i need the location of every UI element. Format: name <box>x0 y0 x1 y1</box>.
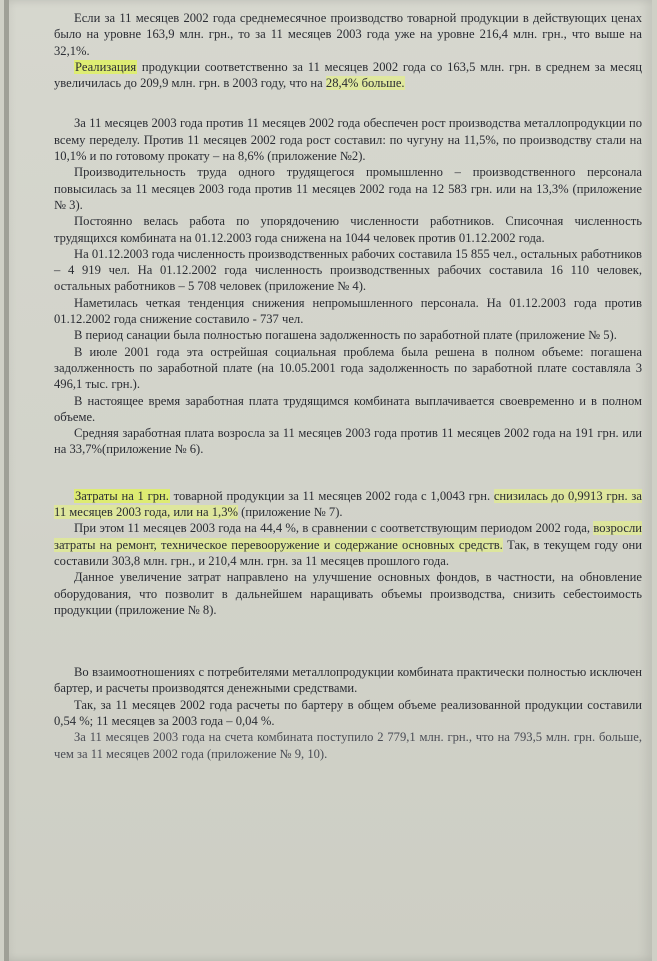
paragraph-text: За 11 месяцев 2003 года на счета комбината поступило 2 779,1 млн. грн., что на 793,5 млн. грн. больше, чем за 11 месяцев 2002 года (приложение № 9, 10). <box>54 730 642 761</box>
page-edge <box>4 0 9 961</box>
paragraph-avg-salary <box>54 425 642 458</box>
paragraph-production <box>54 10 642 59</box>
paragraph-text: В настоящее время заработная плата трудящимся комбината выплачивается своевременно и в полном объеме. <box>54 393 642 424</box>
paragraph-productivity <box>54 164 642 213</box>
paragraph-costs <box>54 488 642 521</box>
paragraph-workers <box>54 246 642 295</box>
paragraph-text: товарной продукции за 11 месяцев 2002 года с 1,0043 грн. <box>169 488 494 503</box>
paragraph-text: При этом 11 месяцев 2003 года на 44,4 %, в сравнении с соответствующим периодом 2002 года, <box>74 521 594 536</box>
spacer <box>54 618 642 664</box>
paragraph-salary-timely <box>54 393 642 426</box>
paragraph-text: Во взаимоотношениях с потребителями металлопродукции комбината практически полностью исключен бартер, и расчеты производятся денежными средствами. <box>54 665 642 696</box>
paragraph-headcount <box>54 213 642 246</box>
paragraph-investment <box>54 569 642 618</box>
spacer <box>54 458 642 488</box>
highlight-sales: Реализация <box>75 59 137 74</box>
paragraph-text: Так, за 11 месяцев 2002 года расчеты по бартеру в общем объеме реализованной продукции составили 0,54 %; 11 месяцев за 2003 года – 0,04 %. <box>54 697 642 728</box>
paragraph-text: За 11 месяцев 2003 года против 11 месяцев 2002 года обеспечен рост производства металлопродукции по всему переделу. Против 11 месяцев 2002 года рост составил: по чугуну на 11,5%, по производству стали на 10,1% и по готовому прокату – на 8,6% (приложение №2). <box>54 116 642 164</box>
paragraph-text: (приложение № 7). <box>238 505 343 520</box>
highlight-costs: Затраты на 1 грн. <box>75 488 169 503</box>
highlight-percent: 28,4% больше. <box>325 76 405 91</box>
paragraph-text: Производительность труда одного трудящегося промышленно – производственного персонала повысилась за 11 месяцев 2003 года против 11 месяцев 2002 года на 12 583 грн. или на 13,3% (приложение № 3). <box>54 165 642 212</box>
paragraph-barter-share <box>54 697 642 730</box>
paragraph-receipts <box>54 729 642 762</box>
paragraph-text: продукции соответственно за 11 месяцев 2002 года со 163,5 млн. грн. в среднем за месяц увеличилась до 209,9 млн. грн. в 2003 году, что на <box>54 59 642 91</box>
paragraph-text: Постоянно велась работа по упорядочению численности работников. Списочная численность трудящихся комбината на 01.12.2003 года снижена на 1044 человек против 01.12.2002 года. <box>54 214 642 245</box>
paragraph-july <box>54 344 642 393</box>
paragraph-text: В период санации была полностью погашена задолженность по заработной плате (приложение № 5). <box>74 328 617 343</box>
paragraph-repair <box>54 520 642 569</box>
spacer <box>54 91 642 115</box>
paragraph-barter <box>54 664 642 697</box>
paragraph-text: На 01.12.2003 года численность производственных рабочих составила 15 855 чел., остальных работников – 4 919 чел. На 01.12.2002 года численность производственных рабочих составила 16 110 человек, остальных работников – 5 708 человек (приложение № 4). <box>54 246 642 294</box>
paragraph-text: Средняя заработная плата возросла за 11 месяцев 2003 года против 11 месяцев 2002 года на 191 грн. или на 33,7%(приложение № 6). <box>54 426 642 457</box>
paragraph-sales <box>54 59 642 92</box>
paragraph-nonindustrial <box>54 295 642 328</box>
paragraph-text: Если за 11 месяцев 2002 года среднемесячное производство товарной продукции в действующих ценах было на уровне 163,9 млн. грн., то за 11 месяцев 2003 года уже на уровне 216,4 млн. грн., что выше на 32,1%. <box>54 11 642 58</box>
highlight-repair: возросли затраты на ремонт, техническое перевооружение и содержание основных средств. <box>54 521 642 552</box>
paragraph-metal <box>54 115 642 164</box>
paragraph-text: Наметилась четкая тенденция снижения непромышленного персонала. На 01.12.2003 года против 01.12.2002 года снижение составило - 737 чел. <box>54 295 642 327</box>
paragraph-text: Так, в текущем году они составили 303,8 млн. грн., и 210,4 млн. грн. за 11 месяцев прошлого года. <box>54 537 643 568</box>
paragraph-text: В июле 2001 года эта острейшая социальная проблема была решена в полном объеме: погашена задолженность по заработной плате (на 10.05.2001 года задолженность по заработной плате составляла 3 496,1 тыс. грн.). <box>54 344 642 392</box>
paragraph-text: Данное увеличение затрат направлено на улучшение основных фондов, в частности, на обновление оборудования, что позволит в дальнейшем наращивать объемы производства, снизить себестоимость продукции (приложение № 8). <box>54 570 642 617</box>
highlight-decrease: снизилась до 0,9913 грн. за 11 месяцев 2003 года, или на 1,3% <box>54 488 642 520</box>
paragraph-debt <box>54 327 642 343</box>
document-text <box>54 10 642 762</box>
document-page <box>4 0 652 961</box>
